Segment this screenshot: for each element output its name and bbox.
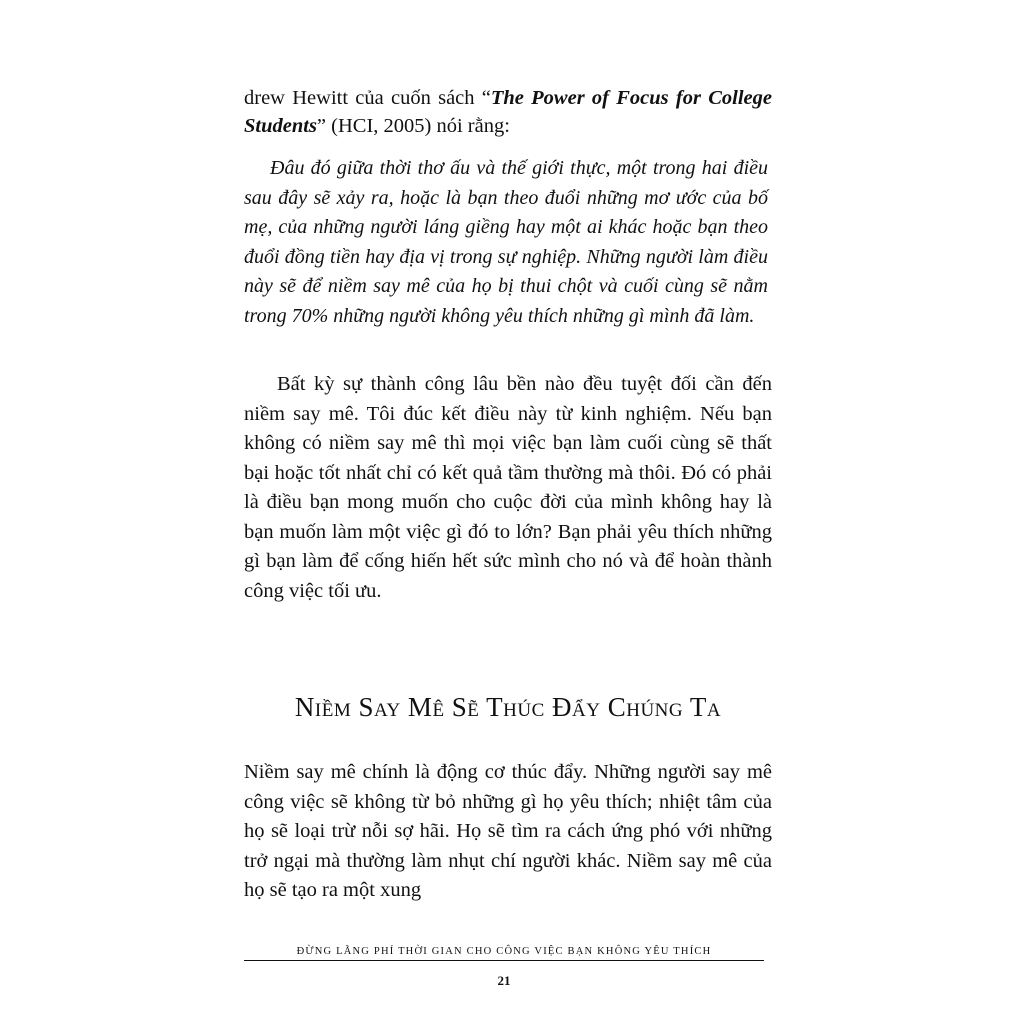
footer-divider xyxy=(244,960,764,961)
intro-lead: drew Hewitt của cuốn sách “ xyxy=(244,87,491,109)
book-title: The Power of Focus for College Students xyxy=(244,87,772,137)
intro-tail: ” (HCI, 2005) nói rằng: xyxy=(316,115,510,137)
running-footer-title: ĐỪNG LÃNG PHÍ THỜI GIAN CHO CÔNG VIỆC BẠN KHÔNG YÊU THÍCH xyxy=(296,946,712,957)
section-heading: Niềm Say Mê Sẽ Thúc Đẩy Chúng Ta xyxy=(294,692,722,722)
block-quote: Đâu đó giữa thời thơ ấu và thế giới thực, một trong hai điều sau đây sẽ xảy ra, hoặc là bạn theo đuổi những mơ ước của bố mẹ, của những người láng giềng hay một ai khác hoặc bạn theo đuổi đồng tiền hay địa vị trong sự nghiệp. Những người làm điều này sẽ để niềm say mê của họ bị thui chột và cuối cùng sẽ nằm trong 70% những người không yêu thích những gì mình đã làm. xyxy=(244,157,768,327)
body-paragraph: Bất kỳ sự thành công lâu bền nào đều tuyệt đối cần đến niềm say mê. Tôi đúc kết điều này từ kinh nghiệm. Nếu bạn không có niềm say mê thì mọi việc bạn làm cuối cùng sẽ thất bại hoặc tốt nhất chỉ có kết quả tầm thường mà thôi. Đó có phải là điều bạn mong muốn cho cuộc đời của mình không hay là bạn muốn làm một việc gì đó to lớn? Bạn phải yêu thích những gì bạn làm để cống hiến hết sức mình cho nó và để hoàn thành công việc tối ưu. xyxy=(244,373,772,602)
page-number: 21 xyxy=(497,973,511,988)
section-paragraph: Niềm say mê chính là động cơ thúc đẩy. Những người say mê công việc sẽ không từ bỏ những gì họ yêu thích; nhiệt tâm của họ sẽ loại trừ nỗi sợ hãi. Họ sẽ tìm ra cách ứng phó với những trở ngại mà thường làm nhụt chí người khác. Niềm say mê của họ sẽ tạo ra một xung xyxy=(244,761,772,901)
intro-paragraph xyxy=(244,84,772,140)
